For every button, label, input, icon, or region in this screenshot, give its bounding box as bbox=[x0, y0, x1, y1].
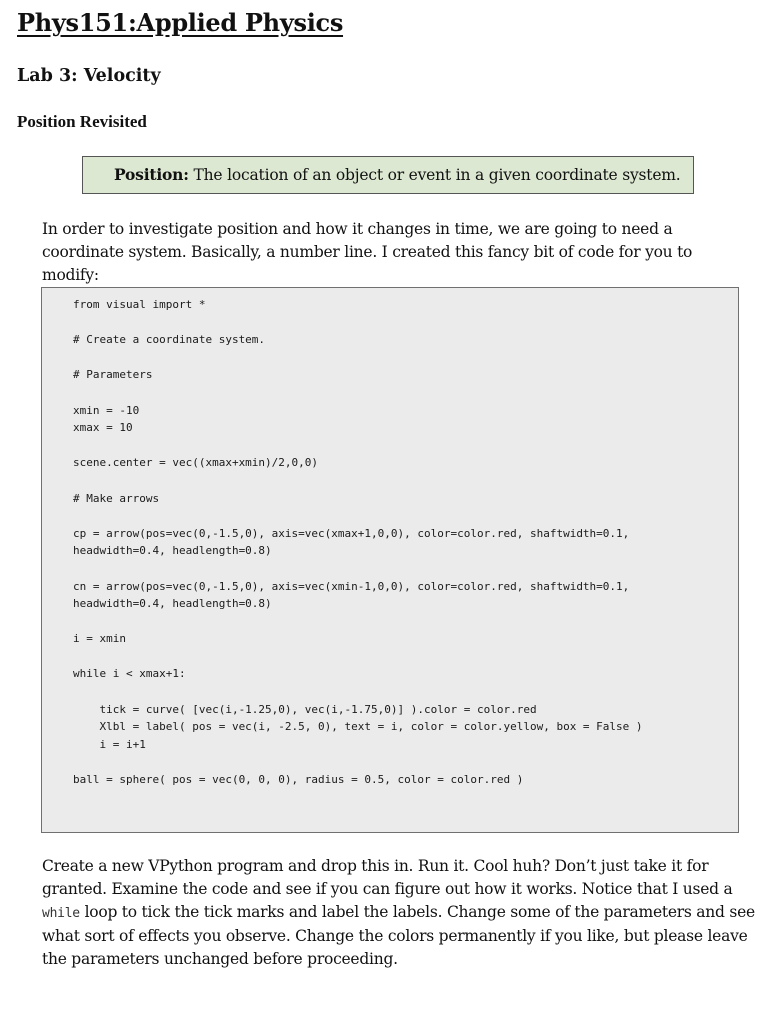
outro-paragraph bbox=[42, 855, 767, 971]
code-block bbox=[41, 287, 739, 833]
outro-text-before: Create a new VPython program and drop this in. Run it. Cool huh? Don’t just take it for granted. Examine the code and see if you can figure out how it works. Notice that I used a bbox=[42, 857, 733, 898]
inline-code-while: while bbox=[42, 906, 80, 921]
section-title: Position Revisited bbox=[17, 112, 147, 131]
definition-text: The location of an object or event in a given coordinate system. bbox=[188, 166, 681, 184]
course-title: Phys151:Applied Physics bbox=[17, 8, 344, 37]
intro-paragraph: In order to investigate position and how it changes in time, we are going to need a coordinate system. Basically, a number line. I created this fancy bit of code for you to modify: bbox=[42, 220, 693, 284]
lab-title: Lab 3: Velocity bbox=[17, 66, 161, 86]
definition-box bbox=[82, 156, 694, 194]
outro-text-after: loop to tick the tick marks and label the labels. Change some of the parameters and see what sort of effects you observe. Change the colors permanently if you like, but please leave the parameters unchanged before proceeding. bbox=[42, 903, 755, 968]
code-listing: from visual import * # Create a coordinate system. # Parameters xmin = -10 xmax = 10 scene.center = vec((xmax+xmin)/2,0,0) # Make arrows cp = arrow(pos=vec(0,-1.5,0), axis=vec(xmax+1,0,0), color=color.red, shaftwidth=0.1, headwidth=0.4, headlength=0.8) cn = arrow(pos=vec(0,-1.5,0), axis=vec(xmin-1,0,0), color=color.red, shaftwidth=0.1, headwidth=0.4, headlength=0.8) i = xmin while i < xmax+1: tick = curve( [vec(i,-1.25,0), vec(i,-1.75,0)] ).color = color.red Xlbl = label( pos = vec(i, -2.5, 0), text = i, color = color.yellow, box = False ) i = i+1 ball = sphere( pos = vec(0, 0, 0), radius = 0.5, color = color.red ) bbox=[73, 298, 643, 787]
definition-term: Position: bbox=[114, 165, 189, 184]
